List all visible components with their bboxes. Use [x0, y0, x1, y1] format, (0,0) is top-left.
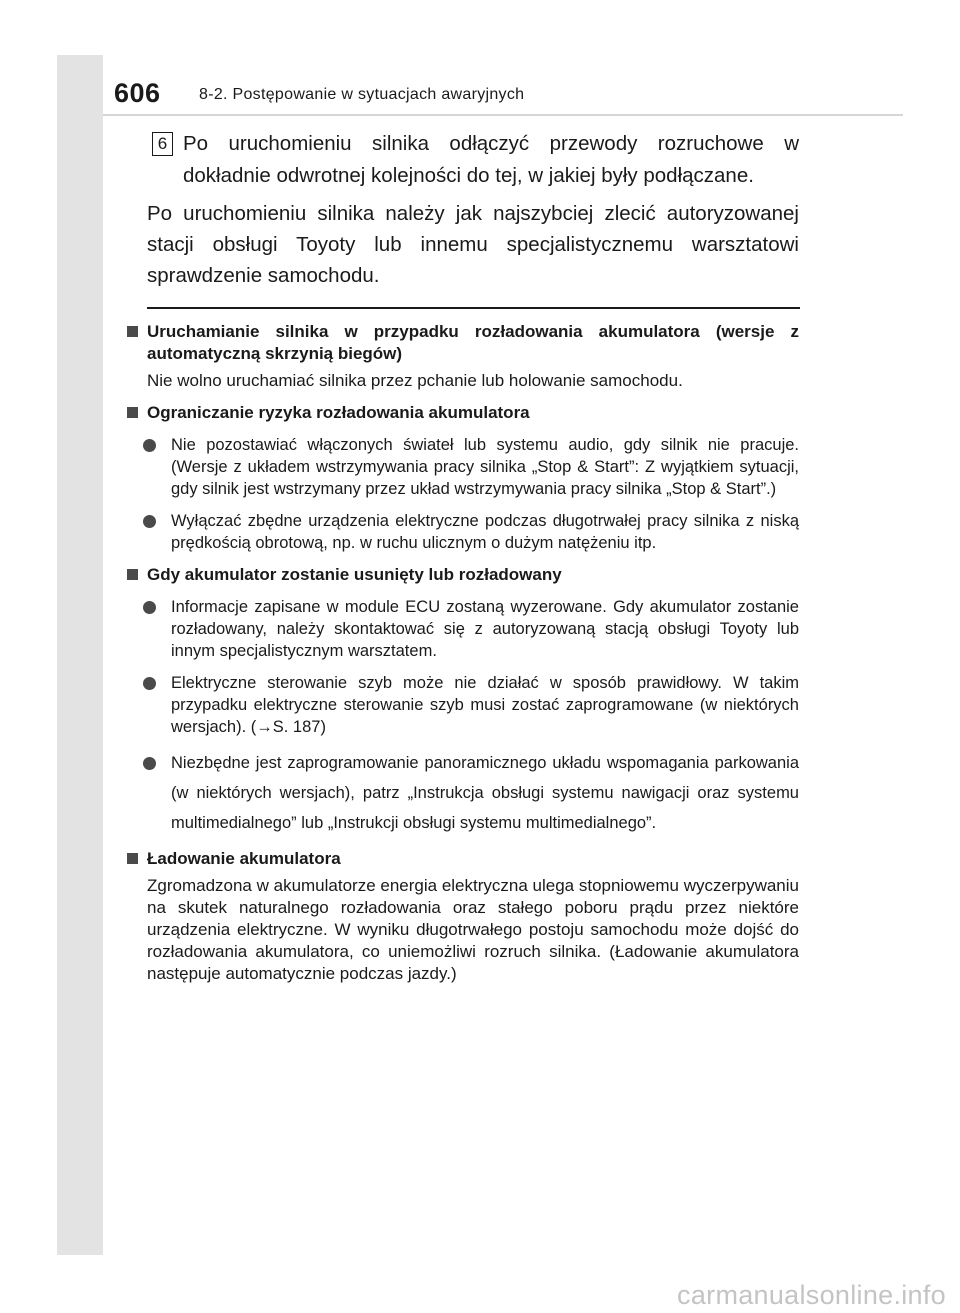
paragraph-push-start: Nie wolno uruchamiać silnika przez pchanie lub holowanie samochodu.: [147, 371, 683, 390]
heading-text: Ładowanie akumulatora: [147, 849, 341, 868]
round-bullet-icon: [143, 601, 156, 614]
bullet-text: Nie pozostawiać włączonych świateł lub systemu audio, gdy silnik nie pracuje. (Wersje z układem wstrzymywania pracy silnika „Stop & Start”: Z wyjątkiem sytuacji, gdy silnik jest wstrzymany przez układ wstrzymywania pracy silnika „Stop & Start”.): [171, 436, 799, 498]
heading-text: Uruchamianie silnika w przypadku rozładowania akumulatora (wersje z automatyczną skrzynią biegów): [147, 322, 799, 363]
bullet-text: Wyłączać zbędne urządzenia elektryczne podczas długotrwałej pracy silnika z niską prędkością obrotową, np. w ruchu ulicznym o dużym natężeniu itp.: [171, 512, 799, 552]
bullet-item: [147, 434, 799, 500]
bullet-text: Informacje zapisane w module ECU zostaną wyzerowane. Gdy akumulator zostanie rozładowany, należy skontaktować się z autoryzowaną stacją obsługi Toyoty lub innym specjalistycznym warsztatem.: [171, 598, 799, 660]
heading-text: Gdy akumulator zostanie usunięty lub rozładowany: [147, 565, 562, 584]
header-rule: [103, 114, 903, 116]
bullet-item: [147, 672, 799, 738]
step-number-box: 6: [152, 132, 173, 156]
watermark-text: carmanualsonline.info: [677, 1280, 946, 1310]
section-title: 8-2. Postępowanie w sytuacjach awaryjnych: [199, 86, 525, 103]
heading-text: Ograniczanie ryzyka rozładowania akumulatora: [147, 403, 530, 422]
step-6-text: Po uruchomieniu silnika odłączyć przewody rozruchowe w dokładnie odwrotnej kolejności do tej, w jakiej były podłączane.: [183, 132, 799, 187]
round-bullet-icon: [143, 757, 156, 770]
step-6: [147, 128, 799, 192]
square-bullet-icon: [127, 326, 138, 337]
heading-battery-charging: [147, 848, 799, 870]
bullet-text: Niezbędne jest zaprogramowanie panoramicznego układu wspomagania parkowania (w niektórych wersjach), patrz „Instrukcja obsługi systemu nawigacji oraz systemu multimedialnego” lub „Instrukcji obsługi systemu multimedialnego”.: [171, 754, 799, 832]
intro-paragraph: Po uruchomieniu silnika należy jak najszybciej zlecić autoryzowanej stacji obsługi Toyoty lub innemu specjalistycznemu warsztatowi sprawdzenie samochodu.: [147, 202, 799, 287]
section-divider: [147, 307, 800, 309]
page-number: 606: [114, 78, 161, 108]
page-content: [147, 128, 799, 985]
square-bullet-icon: [127, 853, 138, 864]
side-margin-bar: [57, 55, 103, 1255]
round-bullet-icon: [143, 515, 156, 528]
bullet-item: [147, 596, 799, 662]
round-bullet-icon: [143, 677, 156, 690]
square-bullet-icon: [127, 407, 138, 418]
square-bullet-icon: [127, 569, 138, 580]
heading-push-start: [147, 321, 799, 365]
bullet-item: [147, 748, 799, 838]
round-bullet-icon: [143, 439, 156, 452]
heading-reduce-discharge: [147, 402, 799, 424]
bullet-text: Elektryczne sterowanie szyb może nie działać w sposób prawidłowy. W takim przypadku elektryczne sterowanie szyb musi zostać zaprogramowane (w niektórych wersjach). (→S. 187): [171, 674, 799, 736]
heading-battery-removed: [147, 564, 799, 586]
paragraph-battery-charging: Zgromadzona w akumulatorze energia elektryczna ulega stopniowemu wyczerpywaniu na skutek naturalnego rozładowania oraz stałego poboru prądu przez niektóre urządzenia elektryczne. W wyniku długotrwałego postoju samochodu może dojść do rozładowania akumulatora, co uniemożliwi rozruch silnika. (Ładowanie akumulatora następuje automatycznie podczas jazdy.): [147, 876, 799, 983]
bullet-item: [147, 510, 799, 554]
